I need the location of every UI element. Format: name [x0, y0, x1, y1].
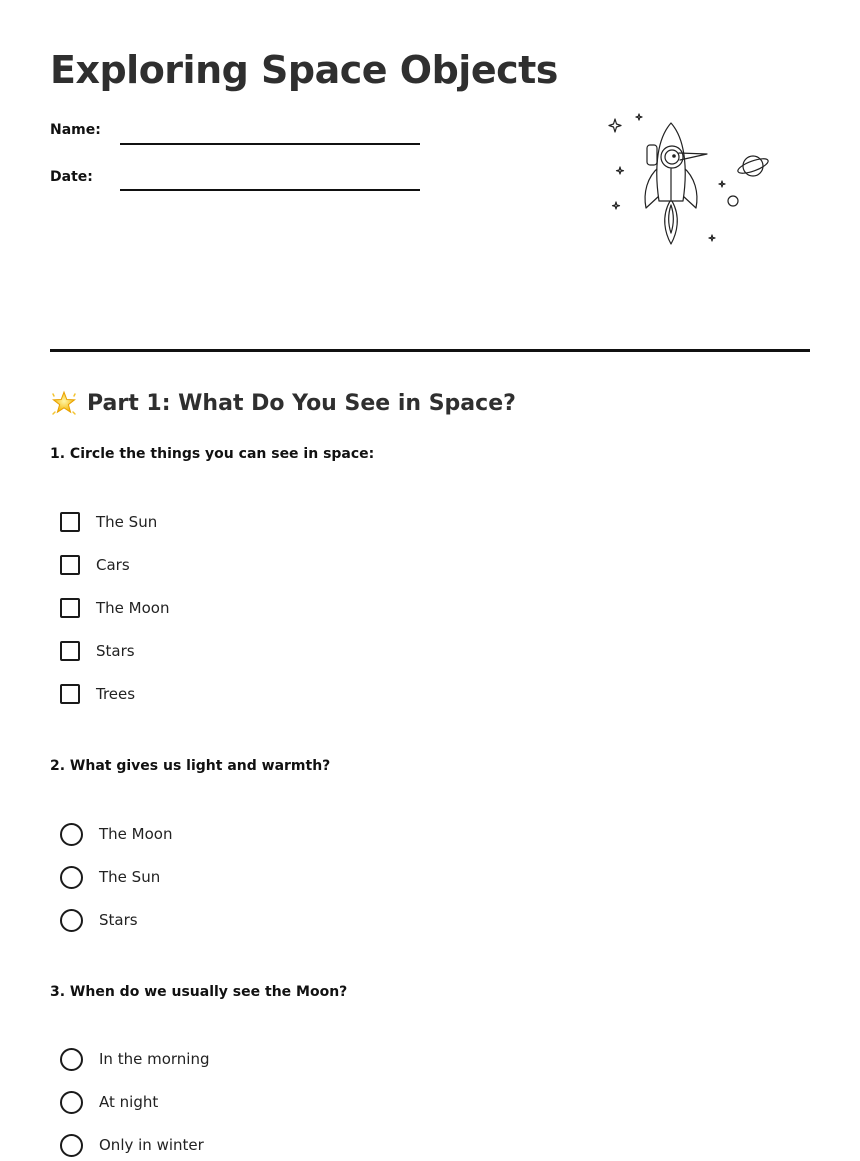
name-field[interactable]: [120, 143, 420, 145]
option-label: In the morning: [99, 1050, 210, 1068]
radio-button[interactable]: [60, 1091, 83, 1114]
q1-option-4[interactable]: [60, 639, 135, 663]
checkbox[interactable]: [60, 598, 80, 618]
radio-button[interactable]: [60, 1048, 83, 1071]
option-label: Trees: [96, 685, 136, 703]
option-label: Only in winter: [99, 1136, 204, 1154]
checkbox[interactable]: [60, 641, 80, 661]
glowing-star-icon: [50, 389, 78, 417]
option-label: Cars: [96, 556, 130, 574]
q2-option-2[interactable]: [60, 865, 160, 889]
rocket-illustration-icon: [595, 105, 785, 255]
question-2-text: 2. What gives us light and warmth?: [50, 758, 331, 774]
checkbox[interactable]: [60, 684, 80, 704]
question-3-text: 3. When do we usually see the Moon?: [50, 984, 348, 1000]
part1-heading: [50, 389, 516, 417]
name-label: Name:: [50, 122, 101, 138]
option-label: At night: [99, 1093, 159, 1111]
q2-option-1[interactable]: [60, 822, 172, 846]
radio-button[interactable]: [60, 823, 83, 846]
page-title: Exploring Space Objects: [50, 48, 558, 92]
part1-heading-text: Part 1: What Do You See in Space?: [87, 390, 516, 416]
checkbox[interactable]: [60, 555, 80, 575]
option-label: The Sun: [99, 868, 161, 886]
option-label: Stars: [99, 911, 138, 929]
q1-option-5[interactable]: [60, 682, 135, 706]
radio-button[interactable]: [60, 909, 83, 932]
q1-option-2[interactable]: [60, 553, 130, 577]
radio-button[interactable]: [60, 866, 83, 889]
option-label: The Moon: [96, 599, 170, 617]
checkbox[interactable]: [60, 512, 80, 532]
date-label: Date:: [50, 169, 93, 185]
q2-option-3[interactable]: [60, 908, 138, 932]
question-1-text: 1. Circle the things you can see in space:: [50, 446, 375, 462]
q3-option-2[interactable]: [60, 1090, 158, 1114]
q1-option-1[interactable]: [60, 510, 157, 534]
q1-option-3[interactable]: [60, 596, 169, 620]
date-field[interactable]: [120, 189, 420, 191]
section-divider: [50, 349, 810, 352]
option-label: The Sun: [96, 513, 158, 531]
q3-option-3[interactable]: [60, 1133, 204, 1157]
radio-button[interactable]: [60, 1134, 83, 1157]
q3-option-1[interactable]: [60, 1047, 209, 1071]
option-label: The Moon: [99, 825, 173, 843]
option-label: Stars: [96, 642, 135, 660]
